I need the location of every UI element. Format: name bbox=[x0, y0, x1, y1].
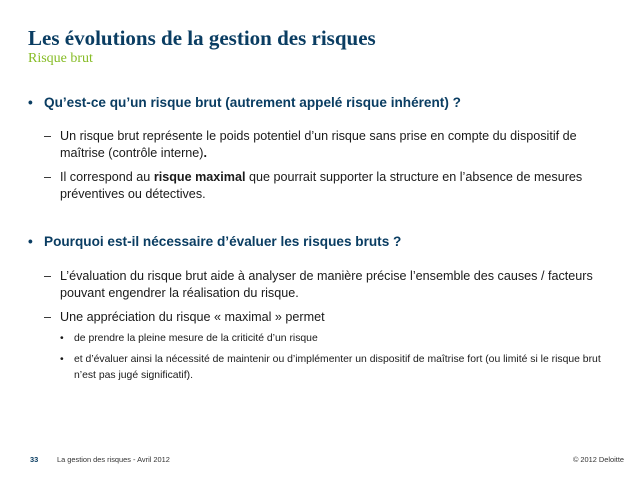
slide-subtitle: Risque brut bbox=[28, 51, 93, 66]
bullet-icon: • bbox=[28, 95, 33, 110]
question-2-text: Pourquoi est-il nécessaire d’évaluer les risques bruts ? bbox=[44, 234, 402, 249]
footer-text: La gestion des risques - Avril 2012 bbox=[57, 455, 170, 464]
list-item bbox=[44, 309, 614, 326]
list-item-emphasis: risque maximal bbox=[153, 170, 246, 184]
list-item bbox=[44, 128, 614, 162]
bullet-icon: • bbox=[60, 354, 64, 365]
dash-icon: – bbox=[44, 310, 52, 324]
list-item-text-before: Il correspond au bbox=[60, 170, 154, 184]
dash-icon: – bbox=[44, 129, 52, 143]
list-item-end: . bbox=[203, 146, 207, 160]
page-number: 33 bbox=[30, 455, 39, 464]
question-1-text: Qu’est-ce qu’un risque brut (autrement appelé risque inhérent) ? bbox=[44, 95, 461, 110]
sub-list-item-text: de prendre la pleine mesure de la criticité d’un risque bbox=[74, 333, 318, 344]
copyright: © 2012 Deloitte bbox=[572, 455, 624, 464]
dash-icon: – bbox=[44, 269, 52, 283]
list-item bbox=[44, 268, 614, 302]
dash-icon: – bbox=[44, 170, 52, 184]
question-2 bbox=[28, 234, 401, 249]
bullet-icon: • bbox=[60, 333, 64, 344]
sub-list-item-text: et d’évaluer ainsi la nécessité de maintenir ou d’implémenter un dispositif de maîtrise fort (ou limité si le risque brut n’est pas jugé significatif). bbox=[74, 354, 601, 381]
sub-list-item bbox=[60, 352, 615, 384]
question-1 bbox=[28, 95, 461, 110]
list-item bbox=[44, 169, 614, 203]
slide-title: Les évolutions de la gestion des risques bbox=[28, 26, 376, 50]
sub-list-item bbox=[60, 331, 615, 347]
list-item-text-after: que pourrait supporter la structure en l’absence de mesures préventives ou détectives. bbox=[60, 170, 583, 201]
list-item-text: Une appréciation du risque « maximal » permet bbox=[60, 310, 325, 324]
list-item-text: L’évaluation du risque brut aide à analyser de manière précise l’ensemble des causes / facteurs pouvant engendrer la réalisation du risque. bbox=[60, 269, 593, 300]
bullet-icon: • bbox=[28, 234, 33, 249]
list-item-text: Un risque brut représente le poids potentiel d’un risque sans prise en compte du dispositif de maîtrise (contrôle interne) bbox=[60, 129, 577, 160]
